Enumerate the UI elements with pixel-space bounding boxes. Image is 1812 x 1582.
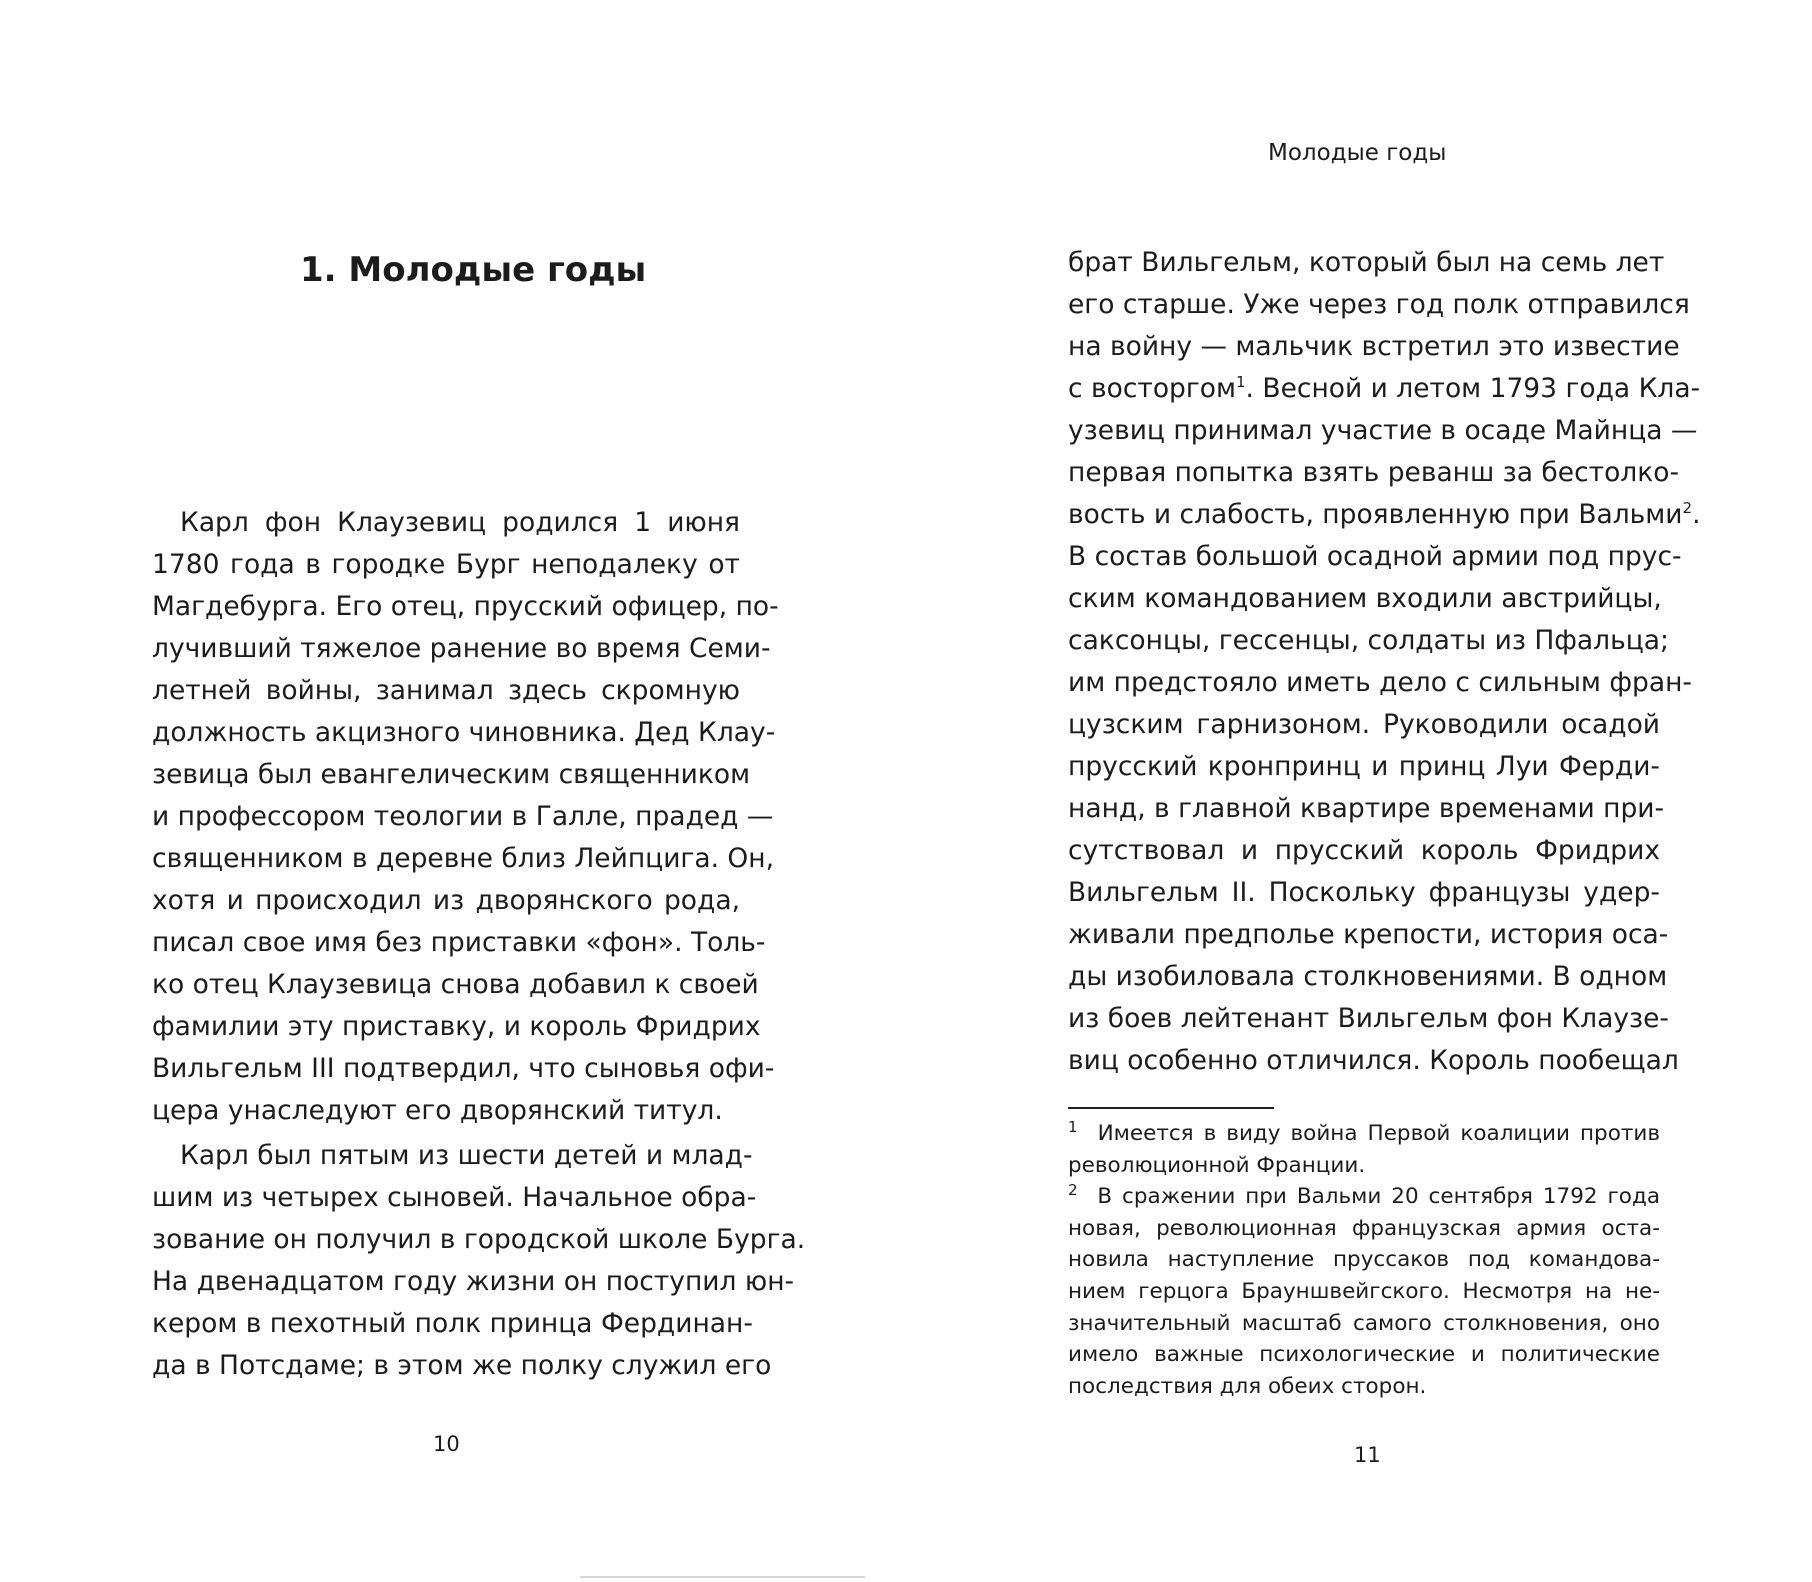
text-line: узевиц принимал участие в осаде Майнца — <box>1068 415 1698 446</box>
text-line <box>1068 494 1701 536</box>
text-line: на войну — мальчик встретил это известие <box>1068 331 1680 362</box>
text-line: им предстояло иметь дело с сильным фран- <box>1068 667 1692 698</box>
chapter-title: 1. Молодые годы <box>300 250 647 290</box>
text-line: прусский кронпринц и принц Луи Ферди- <box>1068 751 1660 782</box>
text-line: виц особенно отличился. Король пообещал <box>1068 1045 1679 1076</box>
text-line: ко отец Клаузевица снова добавил к своей <box>152 969 759 1000</box>
footnote-line <box>1068 1118 1660 1150</box>
text-line: зевица был евангелическим священником <box>152 759 751 790</box>
footnote-line: новила наступление пруссаков под командова- <box>1068 1247 1660 1273</box>
text-line: должность акцизного чиновника. Дед Клау- <box>152 717 776 748</box>
text-line: да в Потсдаме; в этом же полку служил его <box>152 1350 772 1381</box>
right-page <box>906 0 1812 1582</box>
right-body-text <box>1068 242 1701 1082</box>
text-line: ды изобиловала столкновениями. В одном <box>1068 961 1668 992</box>
footnote-divider <box>1068 1107 1274 1109</box>
text-line: Карл фон Клаузевиц родился 1 июня <box>180 507 740 538</box>
text-line: 1780 года в городке Бург неподалеку от <box>152 549 740 580</box>
text-line: кером в пехотный полк принца Фердинан- <box>152 1308 753 1339</box>
footnote-line: имело важные психологические и политические <box>1068 1342 1660 1368</box>
text-line: цузским гарнизоном. Руководили осадой <box>1068 709 1660 740</box>
text-fragment: . <box>1692 499 1701 530</box>
text-line: цера унаследуют его дворянский титул. <box>152 1095 723 1126</box>
text-line: из боев лейтенант Вильгельм фон Клаузе- <box>1068 1003 1669 1034</box>
text-line: первая попытка взять реванш за бестолко- <box>1068 457 1680 488</box>
footnote-line: новая, революционная французская армия оста- <box>1068 1215 1660 1241</box>
footnote-mark: 1 <box>1068 1117 1078 1136</box>
text-line: Вильгельм III подтвердил, что сыновья офи- <box>152 1053 775 1084</box>
text-line: лучивший тяжелое ранение во время Семи- <box>152 633 771 664</box>
text-line: и профессором теологии в Галле, прадед — <box>152 801 774 832</box>
footnotes <box>1068 1118 1660 1402</box>
text-line: летней войны, занимал здесь скромную <box>152 675 740 706</box>
text-line: Магдебурга. Его отец, прусский офицер, по- <box>152 591 779 622</box>
left-body-text <box>152 502 806 1387</box>
text-fragment: с восторгом <box>1068 373 1236 404</box>
text-line: его старше. Уже через год полк отправился <box>1068 289 1690 320</box>
footnote-line <box>1068 1181 1660 1213</box>
text-line: священником в деревне близ Лейпцига. Он, <box>152 843 775 874</box>
text-line: живали предполье крепости, история оса- <box>1068 919 1669 950</box>
text-line: Карл был пятым из шести детей и млад- <box>180 1140 753 1171</box>
text-line: зование он получил в городской школе Бурга. <box>152 1224 806 1255</box>
text-fragment: вость и слабость, проявленную при Вальми <box>1068 499 1683 530</box>
footnote-line: значительный масштаб самого столкновения, оно <box>1068 1310 1660 1336</box>
page-number: 11 <box>1354 1443 1381 1467</box>
scan-edge-mark <box>580 1576 865 1578</box>
page-number: 10 <box>433 1432 460 1456</box>
text-line: писал свое имя без приставки «фон». Толь- <box>152 927 766 958</box>
text-line: Вильгельм II. Поскольку французы удер- <box>1068 877 1660 908</box>
footnote-ref[interactable]: 1 <box>1236 373 1246 392</box>
footnote-text: Имеется в виду война Первой коалиции против <box>1097 1121 1661 1146</box>
text-line: хотя и происходил из дворянского рода, <box>152 885 740 916</box>
text-line: шим из четырех сыновей. Начальное обра- <box>152 1182 757 1213</box>
text-fragment: . Весной и летом 1793 года Кла- <box>1245 373 1701 404</box>
text-line: В состав большой осадной армии под прус- <box>1068 541 1682 572</box>
footnote-line: последствия для обеих сторон. <box>1068 1373 1427 1399</box>
footnote-mark: 2 <box>1068 1181 1078 1200</box>
text-line: фамилии эту приставку, и король Фридрих <box>152 1011 761 1042</box>
text-line: ским командованием входили австрийцы, <box>1068 583 1662 614</box>
footnote-line: революционной Франции. <box>1068 1152 1366 1178</box>
text-line: сутствовал и прусский король Фридрих <box>1068 835 1660 866</box>
text-line: брат Вильгельм, который был на семь лет <box>1068 247 1665 278</box>
footnote-line: нием герцога Брауншвейгского. Несмотря на не- <box>1068 1278 1660 1304</box>
text-line: На двенадцатом году жизни он поступил юн- <box>152 1266 795 1297</box>
footnote-ref[interactable]: 2 <box>1682 499 1693 518</box>
running-head: Молодые годы <box>1268 140 1447 166</box>
text-line: нанд, в главной квартире временами при- <box>1068 793 1665 824</box>
text-line <box>1068 368 1701 410</box>
text-line: саксонцы, гессенцы, солдаты из Пфальца; <box>1068 625 1669 656</box>
footnote-text: В сражении при Вальми 20 сентября 1792 года <box>1097 1184 1660 1210</box>
